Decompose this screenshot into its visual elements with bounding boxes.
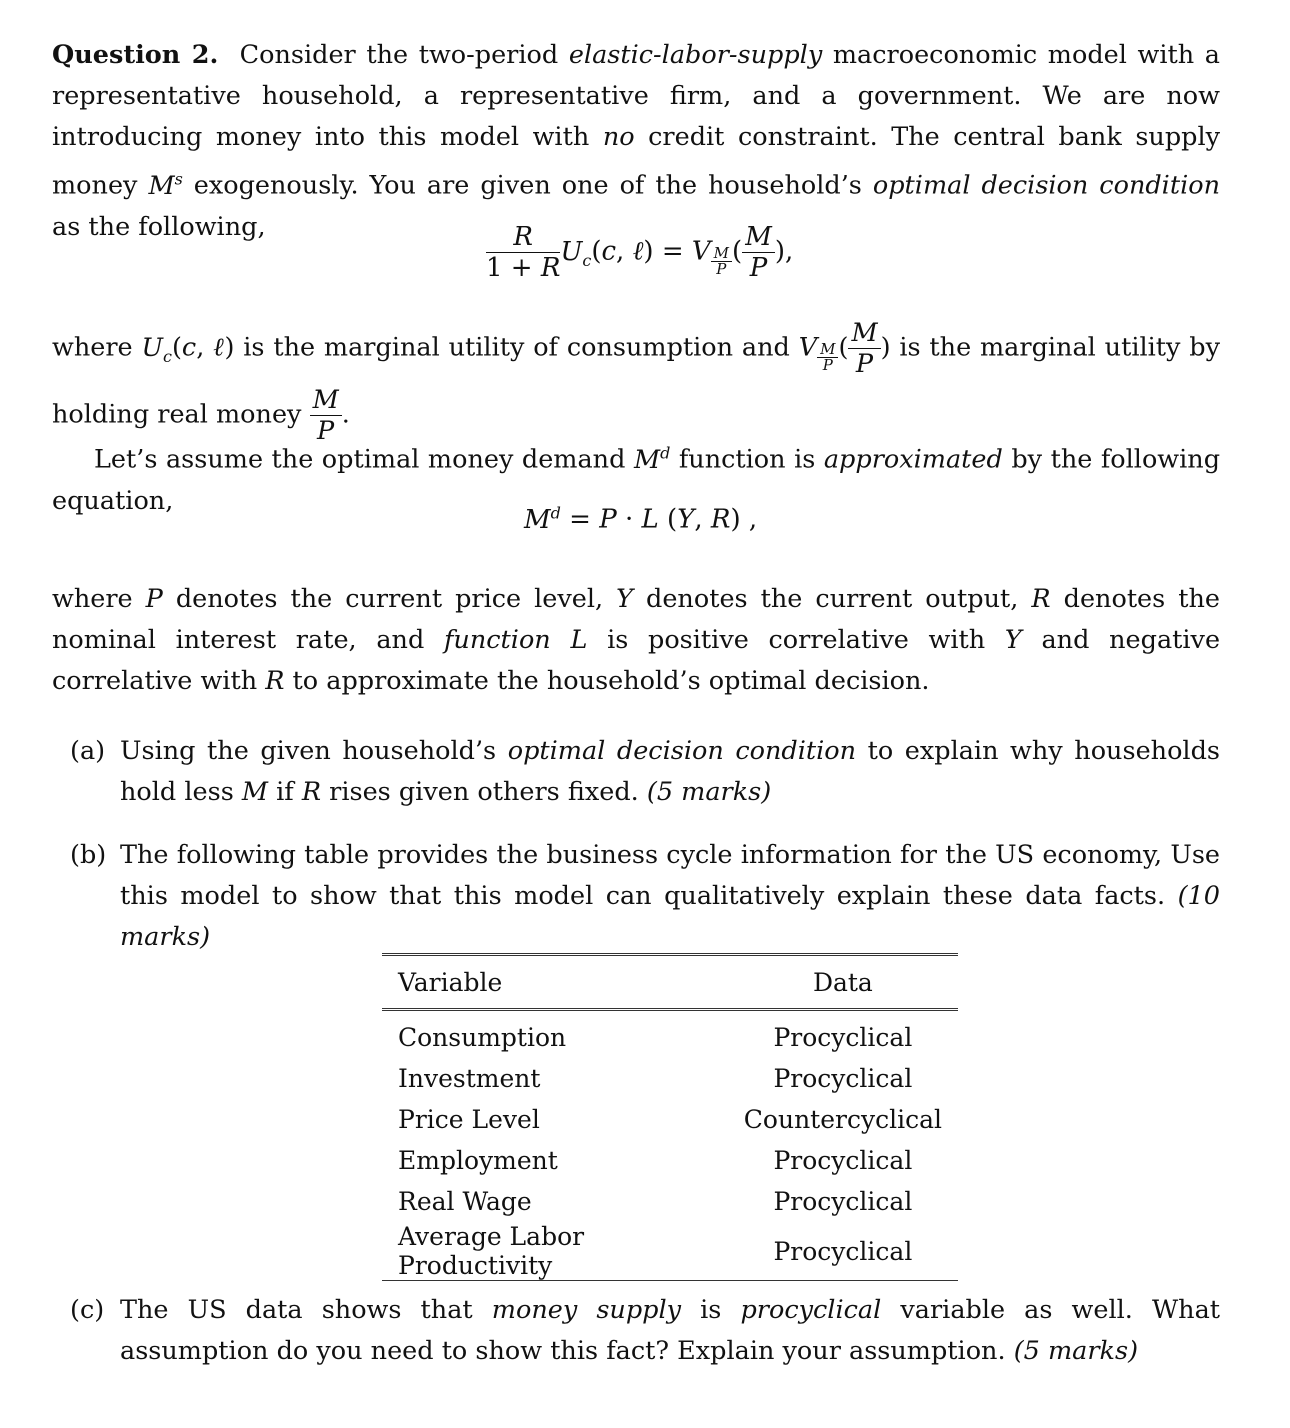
- variables-paragraph: where P denotes the current price level, Y denotes the current output, R denotes the nominal interest rate, and function L is positive correlative with Y and negative correlative with R to approximate the household’s optimal decision.: [52, 584, 1221, 696]
- where-text: is the marginal utility of consumption and: [243, 332, 790, 363]
- optimal-condition-equation: $\frac{R}{1 + R}$ $U_c(c$, ℓ) = V $_{\frac{M}{P}}$ ( $\frac{M}{P}$ ),: [486, 222, 794, 283]
- table-row: [382, 1010, 958, 1059]
- part-emph: money supply: [491, 1295, 682, 1325]
- part-text: to explain why households hold less: [120, 736, 1220, 807]
- question-intro: Question 2. Consider the two-period elastic-labor-supply macroeconomic model with a representative household, a representative firm, and a government. We are now introducing money into this model with no credit constraint. The central bank supply money $M^s$ exogenously. You are given one of the household’s optimal decision condition as the following,: [52, 40, 1221, 242]
- intro-text: macroeconomic model with a representative household, a representative firm, and a government. We are now introducing money into this model with: [52, 40, 1220, 152]
- part-text: is: [700, 1295, 722, 1325]
- assume-text: function is: [678, 444, 816, 475]
- table-header-row: [382, 955, 958, 1010]
- question-label: Question 2.: [52, 40, 219, 70]
- cell-data: Procyclical: [773, 1187, 913, 1216]
- cell-variable: Consumption: [398, 1023, 567, 1052]
- cell-variable: Investment: [398, 1064, 541, 1093]
- assumption-paragraph: Let’s assume the optimal money demand $M^d$ function is approximated by the following equation,: [52, 443, 1221, 516]
- model-name: elastic-labor-supply: [568, 40, 823, 70]
- table-row: [382, 1181, 958, 1222]
- part-a: (a) Using the given household’s optimal decision condition to explain why households hold less M if R rises given others fixed. (5 marks): [70, 731, 1220, 813]
- intro-emph: optimal decision condition: [872, 170, 1221, 201]
- where-text: is positive correlative with: [607, 625, 986, 655]
- part-emph: optimal decision condition: [507, 736, 857, 766]
- marks: (5 marks): [1013, 1336, 1139, 1366]
- business-cycle-table: [382, 953, 958, 1281]
- intro-text: as the following,: [52, 211, 266, 242]
- part-b-label: (b): [70, 840, 107, 870]
- cell-data: Procyclical: [773, 1146, 913, 1175]
- part-text: The US data shows that: [120, 1295, 473, 1325]
- where-text: is the marginal utility by holding real money: [52, 332, 1221, 430]
- intro-text: credit constraint. The central bank supply money: [52, 122, 1221, 201]
- cell-variable: Real Wage: [398, 1187, 532, 1216]
- where-emph: function: [443, 625, 551, 655]
- intro-emph: no: [602, 122, 635, 152]
- table-row: [382, 1140, 958, 1181]
- money-demand-equation: $M^d = P \cdot L$ (Y, R) ,: [524, 503, 758, 535]
- assume-emph: approximated: [823, 444, 1003, 475]
- header-data: Data: [728, 955, 958, 1010]
- where-text: and negative correlative with: [52, 625, 1221, 696]
- where-text: denotes the nominal interest rate, and: [52, 584, 1221, 655]
- marks: (5 marks): [646, 777, 772, 807]
- where-text: where: [52, 332, 133, 363]
- cell-data: Procyclical: [773, 1064, 913, 1093]
- cell-data: Countercyclical: [743, 1105, 942, 1134]
- intro-text: Consider the two-period: [239, 40, 559, 70]
- part-text: variable as well. What assumption do you need to show this fact? Explain your assumption.: [120, 1295, 1221, 1366]
- cell-data: Procyclical: [773, 1023, 913, 1052]
- assume-text: by the following equation,: [52, 444, 1221, 516]
- header-variable: Variable: [382, 955, 728, 1010]
- part-a-label: (a): [70, 736, 106, 766]
- where-text: denotes the current price level,: [175, 584, 604, 614]
- part-emph: procyclical: [740, 1295, 882, 1325]
- marks: (10 marks): [120, 881, 1220, 952]
- table-row: [382, 1099, 958, 1140]
- where-text: where: [52, 584, 133, 614]
- cell-variable: Employment: [398, 1146, 558, 1175]
- part-c: [70, 1290, 1220, 1372]
- part-c-label: (c): [70, 1295, 105, 1325]
- part-b: [70, 835, 1220, 958]
- intro-text: exogenously. You are given one of the household’s: [193, 170, 862, 201]
- assume-text: Let’s assume the optimal money demand: [94, 444, 626, 475]
- cell-variable: Price Level: [398, 1105, 540, 1134]
- part-text: rises given others fixed.: [329, 777, 639, 807]
- cell-data: Procyclical: [728, 1222, 958, 1281]
- table-row: [382, 1058, 958, 1099]
- table-row: [382, 1222, 958, 1281]
- part-text: Using the given household’s: [120, 736, 497, 766]
- definition-paragraph: where $U_c(c$, ℓ) is the marginal utility of consumption and V $_{\frac{M}{P}}$ ( $\frac{M}{P}$ ) is the marginal utility by holding real money $\frac{M}{P}$ .: [52, 318, 1221, 446]
- cell-variable: Average Labor Productivity: [382, 1222, 728, 1281]
- where-text: denotes the current output,: [646, 584, 1019, 614]
- where-text: to approximate the household’s optimal decision.: [292, 666, 930, 696]
- part-text: The following table provides the business cycle information for the US economy, Use this model to show that this model can qualitatively explain these data facts.: [120, 840, 1220, 911]
- part-text: if: [276, 777, 294, 807]
